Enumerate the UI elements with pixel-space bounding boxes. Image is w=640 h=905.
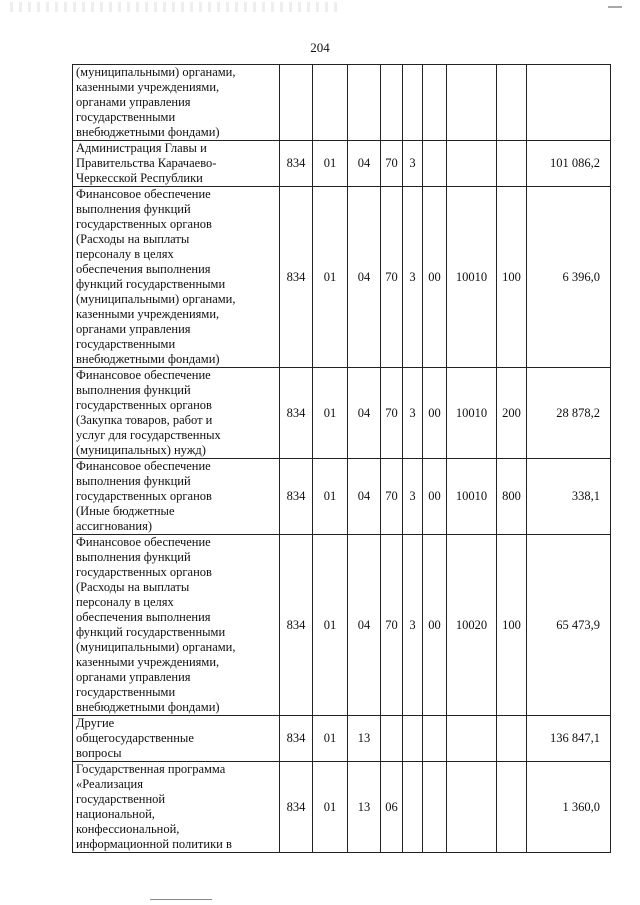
name-line: (муниципальными) органами,: [76, 65, 236, 79]
cell-rz: 01: [313, 535, 348, 716]
cell-cs-direction: 10010: [447, 459, 497, 535]
cell-cs-main: 00: [423, 187, 447, 368]
table-row: [73, 65, 611, 141]
cell-cs-program: [381, 65, 403, 141]
name-line: выполнения функций: [76, 202, 191, 216]
name-line: Черкесской Республики: [76, 171, 203, 185]
cell-pr: 13: [348, 716, 381, 762]
name-line: (Расходы на выплаты: [76, 232, 190, 246]
cell-rz: 01: [313, 141, 348, 187]
cell-cs-subprogram: 3: [403, 187, 423, 368]
name-line: выполнения функций: [76, 383, 191, 397]
name-line: Администрация Главы и: [76, 141, 207, 155]
cell-pr: [348, 65, 381, 141]
cell-name: [73, 65, 280, 141]
name-line: (муниципальными) органами,: [76, 640, 236, 654]
cell-rz: 01: [313, 368, 348, 459]
cell-cs-main: [423, 65, 447, 141]
cell-cs-direction: 10020: [447, 535, 497, 716]
name-line: «Реализация: [76, 777, 143, 791]
name-line: казенными учреждениями,: [76, 655, 220, 669]
cell-amount: 1 360,0: [527, 762, 611, 853]
cell-name: [73, 141, 280, 187]
name-line: Финансовое обеспечение: [76, 459, 211, 473]
table-row: [73, 762, 611, 853]
name-line: органами управления: [76, 95, 191, 109]
cell-gr: 834: [280, 762, 313, 853]
name-line: выполнения функций: [76, 474, 191, 488]
cell-pr: 04: [348, 141, 381, 187]
cell-expense-type: [497, 141, 527, 187]
cell-expense-type: 100: [497, 187, 527, 368]
cell-cs-direction: 10010: [447, 368, 497, 459]
name-line: (Расходы на выплаты: [76, 580, 190, 594]
table-row: [73, 141, 611, 187]
name-line: государственными: [76, 337, 176, 351]
cell-amount: 338,1: [527, 459, 611, 535]
name-line: Государственная программа: [76, 762, 226, 776]
name-line: органами управления: [76, 322, 191, 336]
cell-cs-program: 70: [381, 141, 403, 187]
cell-amount: [527, 65, 611, 141]
cell-cs-direction: [447, 65, 497, 141]
cell-pr: 13: [348, 762, 381, 853]
name-line: внебюджетными фондами): [76, 352, 220, 366]
name-line: (Иные бюджетные: [76, 504, 175, 518]
cell-gr: 834: [280, 141, 313, 187]
cell-name: [73, 368, 280, 459]
cell-name: [73, 716, 280, 762]
budget-table: [72, 64, 611, 853]
cell-expense-type: 100: [497, 535, 527, 716]
name-line: Финансовое обеспечение: [76, 368, 211, 382]
cell-amount: 136 847,1: [527, 716, 611, 762]
name-line: функций государственными: [76, 277, 226, 291]
cell-amount: 28 878,2: [527, 368, 611, 459]
name-line: национальной,: [76, 807, 155, 821]
cell-expense-type: 800: [497, 459, 527, 535]
cell-cs-program: 70: [381, 368, 403, 459]
cell-pr: 04: [348, 459, 381, 535]
cell-pr: 04: [348, 368, 381, 459]
cell-expense-type: [497, 65, 527, 141]
cell-amount: 65 473,9: [527, 535, 611, 716]
scan-artifact-top: [10, 2, 340, 12]
budget-table-body: [73, 65, 611, 853]
name-line: государственными: [76, 685, 176, 699]
name-line: (Закупка товаров, работ и: [76, 413, 213, 427]
cell-gr: [280, 65, 313, 141]
table-row: [73, 368, 611, 459]
cell-gr: 834: [280, 187, 313, 368]
scan-artifact-top-right: [608, 6, 622, 8]
name-line: выполнения функций: [76, 550, 191, 564]
cell-cs-subprogram: 3: [403, 141, 423, 187]
cell-name: [73, 187, 280, 368]
name-line: казенными учреждениями,: [76, 307, 220, 321]
cell-rz: 01: [313, 187, 348, 368]
cell-cs-main: 00: [423, 459, 447, 535]
scan-artifact-bottom: [150, 899, 212, 900]
cell-rz: 01: [313, 762, 348, 853]
name-line: персоналу в целях: [76, 595, 174, 609]
cell-pr: 04: [348, 187, 381, 368]
cell-cs-direction: [447, 716, 497, 762]
cell-gr: 834: [280, 716, 313, 762]
name-line: услуг для государственных: [76, 428, 221, 442]
cell-cs-subprogram: [403, 762, 423, 853]
cell-cs-program: 70: [381, 187, 403, 368]
name-line: Финансовое обеспечение: [76, 187, 211, 201]
name-line: ассигнования): [76, 519, 152, 533]
cell-rz: 01: [313, 459, 348, 535]
name-line: государственных органов: [76, 565, 212, 579]
table-row: [73, 459, 611, 535]
cell-cs-program: 70: [381, 459, 403, 535]
cell-cs-direction: [447, 141, 497, 187]
cell-gr: 834: [280, 535, 313, 716]
cell-name: [73, 535, 280, 716]
name-line: обеспечения выполнения: [76, 262, 211, 276]
cell-cs-main: [423, 141, 447, 187]
cell-cs-program: 70: [381, 535, 403, 716]
cell-cs-subprogram: [403, 65, 423, 141]
cell-amount: 6 396,0: [527, 187, 611, 368]
name-line: Правительства Карачаево-: [76, 156, 217, 170]
table-row: [73, 716, 611, 762]
cell-gr: 834: [280, 459, 313, 535]
cell-cs-program: [381, 716, 403, 762]
name-line: государственных органов: [76, 217, 212, 231]
cell-cs-main: [423, 716, 447, 762]
name-line: Финансовое обеспечение: [76, 535, 211, 549]
name-line: внебюджетными фондами): [76, 700, 220, 714]
name-line: функций государственными: [76, 625, 226, 639]
name-line: органами управления: [76, 670, 191, 684]
name-line: (муниципальными) органами,: [76, 292, 236, 306]
cell-cs-subprogram: 3: [403, 535, 423, 716]
cell-cs-main: 00: [423, 368, 447, 459]
name-line: вопросы: [76, 746, 122, 760]
cell-cs-main: [423, 762, 447, 853]
name-line: государственных органов: [76, 398, 212, 412]
cell-expense-type: [497, 762, 527, 853]
cell-expense-type: 200: [497, 368, 527, 459]
table-row: [73, 187, 611, 368]
cell-name: [73, 459, 280, 535]
cell-rz: [313, 65, 348, 141]
cell-cs-main: 00: [423, 535, 447, 716]
name-line: конфессиональной,: [76, 822, 180, 836]
page-number: 204: [310, 40, 330, 55]
name-line: Другие: [76, 716, 115, 730]
cell-cs-direction: [447, 762, 497, 853]
cell-name: [73, 762, 280, 853]
cell-gr: 834: [280, 368, 313, 459]
name-line: государственной: [76, 792, 166, 806]
name-line: общегосударственные: [76, 731, 194, 745]
cell-amount: 101 086,2: [527, 141, 611, 187]
name-line: казенными учреждениями,: [76, 80, 220, 94]
name-line: внебюджетными фондами): [76, 125, 220, 139]
name-line: обеспечения выполнения: [76, 610, 211, 624]
cell-cs-subprogram: 3: [403, 368, 423, 459]
cell-cs-program: 06: [381, 762, 403, 853]
cell-cs-subprogram: [403, 716, 423, 762]
table-row: [73, 535, 611, 716]
name-line: персоналу в целях: [76, 247, 174, 261]
cell-cs-direction: 10010: [447, 187, 497, 368]
name-line: государственными: [76, 110, 176, 124]
cell-expense-type: [497, 716, 527, 762]
name-line: информационной политики в: [76, 837, 232, 851]
name-line: (муниципальных) нужд): [76, 443, 206, 457]
cell-cs-subprogram: 3: [403, 459, 423, 535]
name-line: государственных органов: [76, 489, 212, 503]
cell-pr: 04: [348, 535, 381, 716]
cell-rz: 01: [313, 716, 348, 762]
